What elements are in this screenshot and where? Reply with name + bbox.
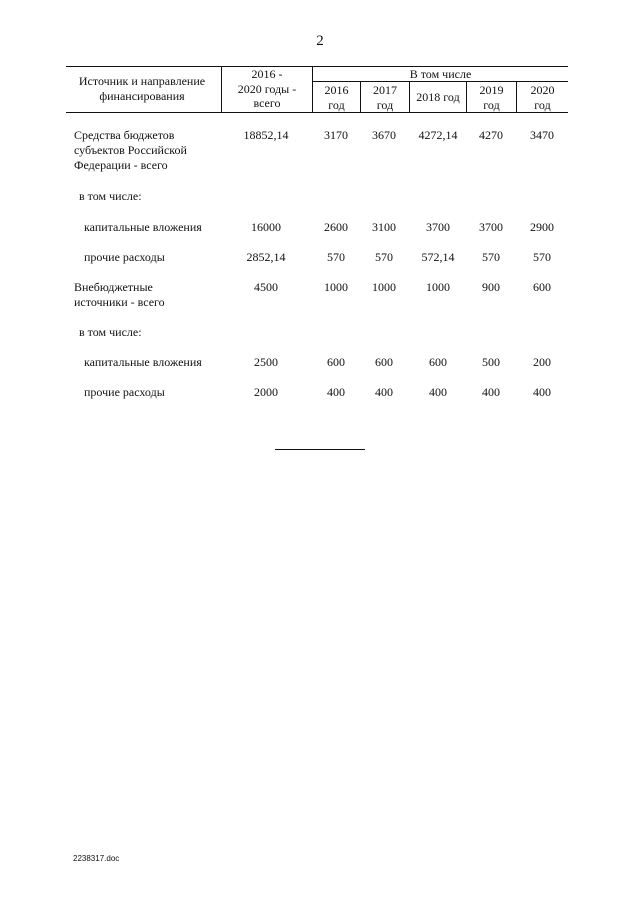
row-capital-2-label: капитальные вложения [84,355,202,369]
row-other-2-2019: 400 [482,385,500,399]
row-extrabudget-total: 4500 [254,280,278,294]
row-capital-1-2019: 3700 [479,220,503,234]
row-capital-2-2019: 500 [482,355,500,369]
row-other-2-2016: 400 [327,385,345,399]
row-other-1-2016: 570 [327,250,345,264]
row-extrabudget-2017: 1000 [372,280,396,294]
header-total-3: всего [253,96,281,110]
row-regional-budget-total: 18852,14 [243,128,289,142]
row-capital-2-2016: 600 [327,355,345,369]
row-extrabudget-2018: 1000 [426,280,450,294]
header-year-2019: 2019 [479,83,504,97]
row-extrabudget-label-1: Внебюджетные [74,280,153,294]
footer-filename: 2238317.doc [73,854,120,863]
row-regional-budget-label-2: субъектов Российской [74,143,187,157]
row-capital-1-2016: 2600 [324,220,348,234]
row-other-1-2018: 572,14 [421,250,455,264]
row-regional-budget-2020: 3470 [530,128,554,142]
row-capital-2-total: 2500 [254,355,278,369]
row-regional-budget-2017: 3670 [372,128,396,142]
row-regional-budget-label-3: Федерации - всего [74,158,168,172]
row-other-2-label: прочие расходы [84,385,165,399]
header-source: Источник и направление финансирования [78,74,206,103]
row-other-1-label: прочие расходы [84,250,165,264]
row-other-2-2017: 400 [375,385,393,399]
row-capital-1-total: 16000 [251,220,281,234]
row-extrabudget-2020: 600 [533,280,551,294]
row-capital-1-label: капитальные вложения [84,220,202,234]
row-other-2-2018: 400 [429,385,447,399]
row-extrabudget-2019: 900 [482,280,500,294]
row-other-1-2017: 570 [375,250,393,264]
row-capital-1-2018: 3700 [426,220,450,234]
header-total-2: 2020 годы - [237,82,297,96]
header-year-2019-god: год [483,98,500,112]
row-capital-2-2017: 600 [375,355,393,369]
row-other-2-total: 2000 [254,385,278,399]
closing-dash [275,449,365,450]
row-other-2-2020: 400 [533,385,551,399]
row-including-label-2: в том числе: [79,325,142,339]
header-year-2016: 2016 [324,83,349,97]
header-including: В том числе [409,67,472,81]
header-year-2016-god: год [328,98,345,112]
row-other-1-total: 2852,14 [246,250,286,264]
header-total-1: 2016 - [251,67,283,81]
row-other-1-2020: 570 [533,250,551,264]
header-year-2020-god: год [534,98,551,112]
row-extrabudget-2016: 1000 [324,280,348,294]
row-regional-budget-2016: 3170 [324,128,348,142]
header-year-2018: 2018 год [416,90,460,104]
row-other-1-2019: 570 [482,250,500,264]
row-regional-budget-2018: 4272,14 [418,128,458,142]
row-capital-1-2020: 2900 [530,220,554,234]
row-regional-budget-label-1: Средства бюджетов [74,128,175,142]
row-capital-1-2017: 3100 [372,220,396,234]
row-capital-2-2020: 200 [533,355,551,369]
row-regional-budget-2019: 4270 [479,128,503,142]
header-year-2020: 2020 [530,83,555,97]
row-extrabudget-label-2: источники - всего [74,295,165,309]
row-capital-2-2018: 600 [429,355,447,369]
page-number: 2 [316,33,324,49]
header-year-2017: 2017 [373,83,397,97]
row-including-label: в том числе: [79,189,142,203]
header-year-2017-god: год [376,98,394,112]
